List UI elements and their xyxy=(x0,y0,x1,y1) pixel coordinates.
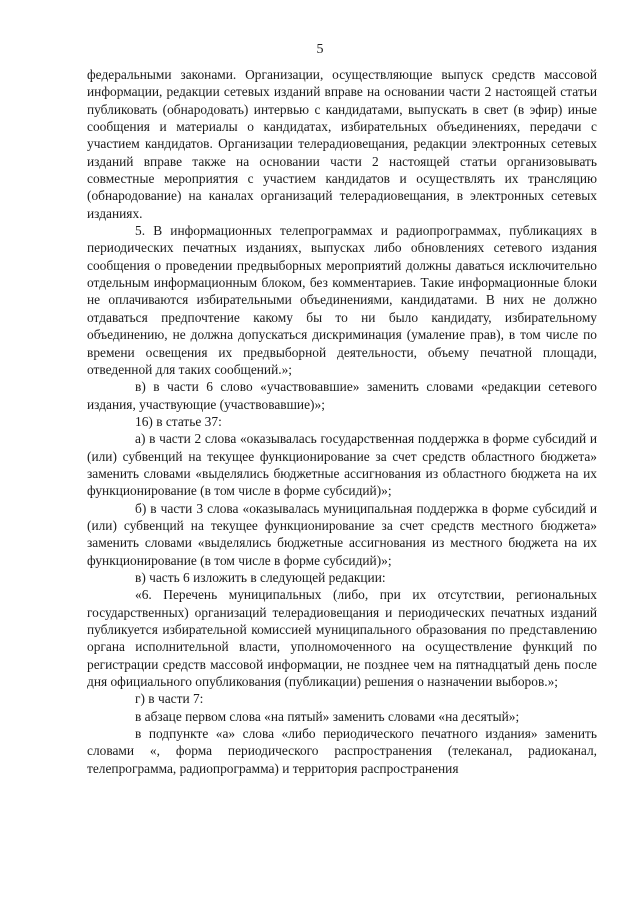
paragraph-subitem-v-part-6: в) в части 6 слово «участвовавшие» заменить словами «редакции сетевого издания, участвующие (участвовавшие)»; xyxy=(87,379,597,412)
paragraph-quoted-part-6: «6. Перечень муниципальных (либо, при их отсутствии, региональных государственных) организаций телерадиовещания и периодических печатных изданий публикуется избирательной комиссией муниципального образования по представлению органа исполнительной власти, уполномоченного на осуществление функций по регистрации средств массовой информации, не позднее чем на пятнадцатый день после дня официального опубликования (публикации) решения о назначении выборов.»; xyxy=(87,587,597,690)
paragraph-subitem-g: г) в части 7: xyxy=(135,691,204,707)
document-body xyxy=(87,66,597,777)
paragraph-abzac-first: в абзаце первом слова «на пятый» заменить словами «на десятый»; xyxy=(135,708,520,724)
page-number: 5 xyxy=(316,42,324,57)
paragraph-subitem-b: б) в части 3 слова «оказывалась муниципальная поддержка в форме субсидий и (или) субвенций на текущее функционирование за счет средств местного бюджета» заменить словами «выделялись бюджетные ассигнования из местного бюджета на их функционирование (в том числе в форме субсидий)»; xyxy=(87,500,597,568)
paragraph-subitem-v: в) часть 6 изложить в следующей редакции: xyxy=(135,569,386,585)
paragraph-podpunkt-a: в подпункте «а» слова «либо периодического печатного издания» заменить словами «, форма периодического распространения (телеканал, радиоканал, телепрограмма, радиопрограмма) и территория распространения xyxy=(87,726,597,776)
paragraph-continuation: федеральными законами. Организации, осуществляющие выпуск средств массовой информации, редакции сетевых изданий вправе на основании части 2 настоящей статьи публиковать (обнародовать) интервью с кандидатами, выпускать в свет (в эфир) иные сообщения и материалы о кандидатах, избирательных объединениях, передачи с участием кандидатов. Организации телерадиовещания, редакции электронных сетевых изданий вправе также на основании части 2 настоящей статьи организовывать совместные мероприятия с участием кандидатов и осуществлять их трансляцию (обнародование) на каналах организаций телерадиовещания, в электронных сетевых изданиях. xyxy=(87,67,597,221)
paragraph-item-5: 5. В информационных телепрограммах и радиопрограммах, публикациях в периодических печатных изданиях, выпусках либо обновлениях сетевого издания сообщения о проведении предвыборных мероприятий должны даваться исключительно отдельным информационным блоком, без комментариев. Такие информационные блоки не оплачиваются избирательными объединениями, кандидатами. В них не должно отдаваться предпочтение какому бы то ни было кандидату, избирательному объединению, не должна допускаться дискриминация (умаление прав), в том числе по времени освещения их предвыборной деятельности, объему печатной площади, отведенной для таких сообщений.»; xyxy=(87,223,597,377)
paragraph-item-16: 16) в статье 37: xyxy=(135,413,222,429)
paragraph-subitem-a: а) в части 2 слова «оказывалась государственная поддержка в форме субсидий и (или) субвенций на текущее функционирование за счет средств областного бюджета» заменить словами «выделялись бюджетные ассигнования из областного бюджета на их функционирование (в том числе в форме субсидий)»; xyxy=(87,431,597,499)
